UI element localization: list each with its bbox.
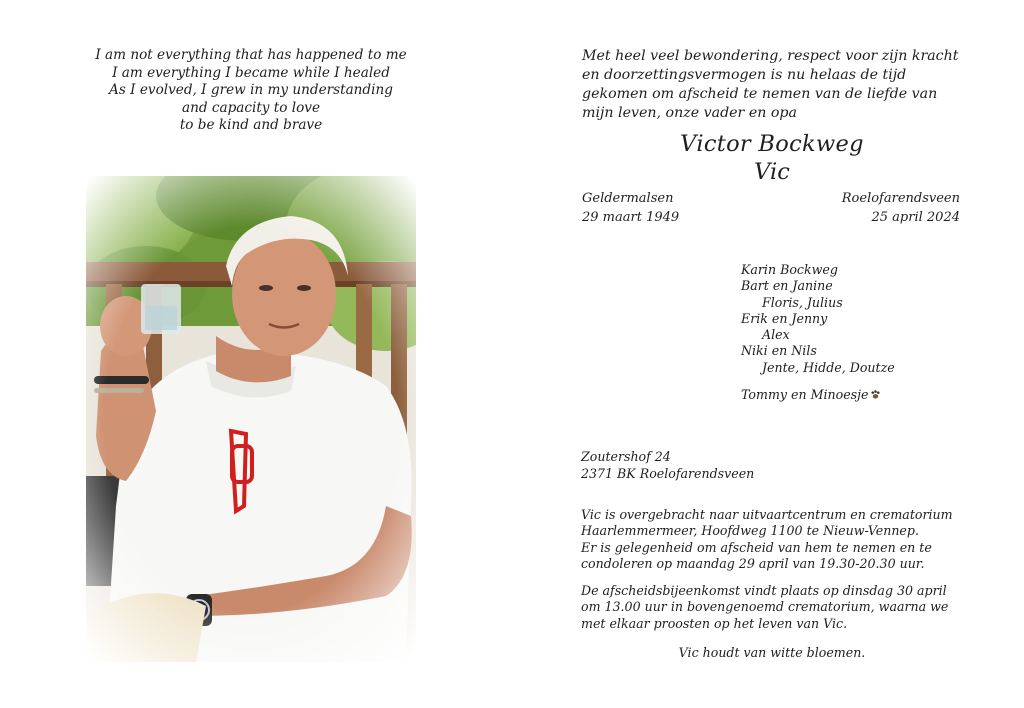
address-city: 2371 BK Roelofarendsveen (581, 466, 755, 481)
family-member: Bart en Janine (741, 278, 833, 294)
portrait-photo (86, 176, 416, 662)
info-line: Er is gelegenheid om afscheid van hem te nemen en te (581, 539, 932, 555)
family-member: Jente, Hidde, Doutze (762, 359, 895, 375)
paw-icon (870, 388, 881, 404)
info-line: condoleren op maandag 29 april van 19.30-20.30 uur. (581, 555, 925, 571)
birth-place: Geldermalsen (582, 191, 674, 206)
poem (90, 47, 412, 135)
deceased-name: Victor Bockweg (680, 131, 864, 157)
viewing-info (581, 507, 971, 572)
info-line: De afscheidsbijeenkomst vindt plaats op dinsdag 30 april (581, 583, 947, 598)
family-member: Erik en Jenny (741, 310, 828, 326)
family-list (741, 262, 961, 376)
info-line: Vic is overgebracht naar uitvaartcentrum en crematorium (581, 507, 953, 522)
intro-line: en doorzettingsvermogen is nu helaas de tijd (582, 67, 907, 83)
pets-names: Tommy en Minoesje (741, 387, 869, 402)
birth-date: 29 maart 1949 (582, 210, 680, 225)
death-date: 25 april 2024 (871, 210, 960, 225)
intro-line: gekomen om afscheid te nemen van de liefde van (582, 86, 938, 102)
family-member: Niki en Nils (741, 343, 817, 359)
deceased-nickname: Vic (754, 159, 790, 185)
family-member: Floris, Julius (762, 294, 843, 310)
death-info (782, 189, 960, 227)
intro-line: Met heel veel bewondering, respect voor zijn kracht (582, 48, 959, 64)
birth-info (582, 189, 679, 227)
poem-line: I am everything I became while I healed (112, 64, 390, 81)
death-place: Roelofarendsveen (841, 191, 960, 206)
poem-line: As I evolved, I grew in my understanding (109, 82, 393, 99)
info-line: met elkaar proosten op het leven van Vic. (581, 615, 848, 631)
address-street: Zoutershof 24 (581, 449, 671, 464)
family-member: Karin Bockweg (741, 262, 838, 277)
intro-line: mijn leven, onze vader en opa (582, 105, 797, 121)
ceremony-info (581, 583, 971, 632)
poem-line: to be kind and brave (179, 117, 323, 134)
poem-line: I am not everything that has happened to me (95, 47, 407, 63)
poem-line: and capacity to love (181, 99, 321, 116)
info-line: om 13.00 uur in bovengenoemd crematorium, waarna we (581, 599, 949, 615)
address (581, 448, 754, 482)
intro-text (582, 47, 962, 123)
pets-line (741, 387, 881, 404)
family-member: Alex (762, 327, 790, 343)
flowers-note: Vic houdt van witte bloemen. (678, 645, 866, 660)
info-line: Haarlemmermeer, Hoofdweg 1100 te Nieuw-Vennep. (581, 523, 919, 539)
